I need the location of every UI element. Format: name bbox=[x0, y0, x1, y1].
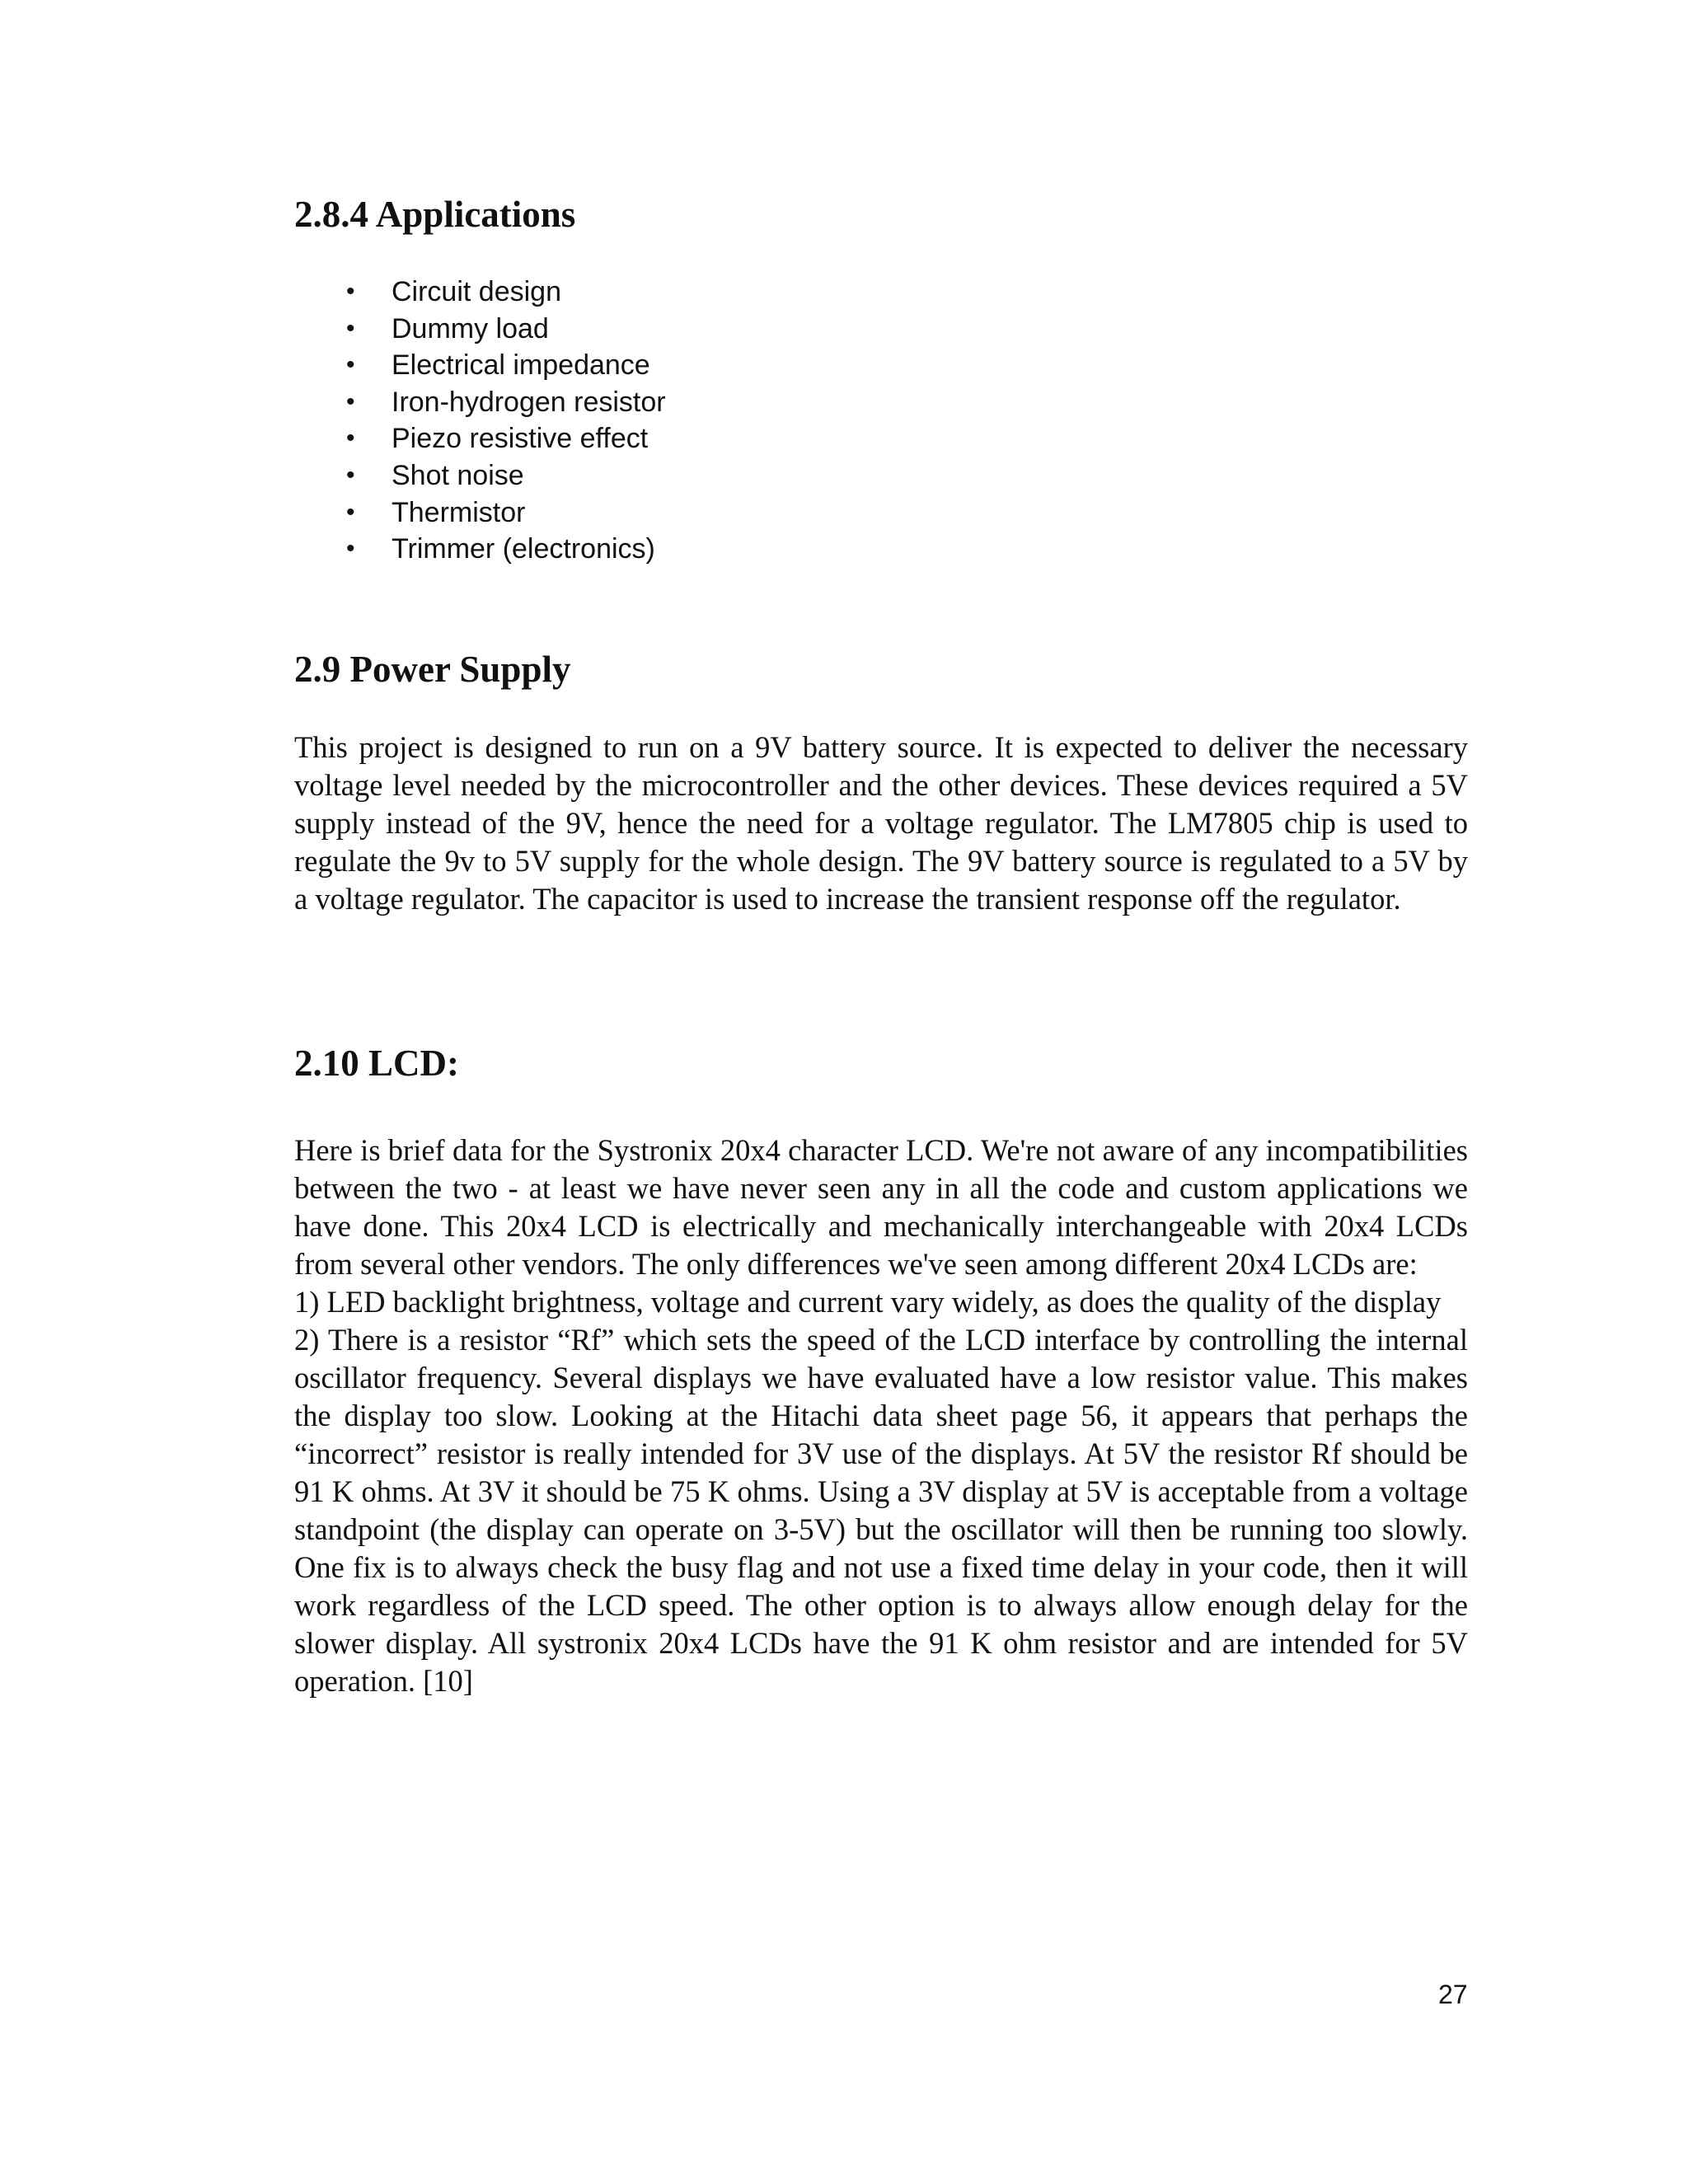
list-item: • Dummy load bbox=[346, 311, 666, 348]
list-item: • Trimmer (electronics) bbox=[346, 531, 666, 568]
page-number: 27 bbox=[1438, 1980, 1468, 2009]
lcd-point-1: 1) LED backlight brightness, voltage and current vary widely, as does the quality of the display bbox=[294, 1285, 1442, 1319]
lcd-point-2: 2) There is a resistor “Rf” which sets the speed of the LCD interface by controlling the internal oscillator frequency. Several displays we have evaluated have a low resistor value. This makes the display too slow. Looking at the Hitachi data sheet page 56, it appears that perhaps the “incorrect” resistor is really intended for 3V use of the displays. At 5V the resistor Rf should be 91 K ohms. At 3V it should be 75 K ohms. Using a 3V display at 5V is acceptable from a voltage standpoint (the display can operate on 3-5V) but the oscillator will then be running too slowly. One fix is to always check the busy flag and not use a fixed time delay in your code, then it will work regardless of the LCD speed. The other option is to always allow enough delay for the slower display. All systronix 20x4 LCDs have the 91 K ohm resistor and are intended for 5V operation. [10] bbox=[294, 1323, 1468, 1698]
list-item: • Thermistor bbox=[346, 494, 666, 532]
section-heading-power-supply: 2.9 Power Supply bbox=[294, 649, 571, 690]
applications-list bbox=[346, 274, 666, 568]
power-supply-paragraph: This project is designed to run on a 9V battery source. It is expected to deliver the necessary voltage level needed by the microcontroller and the other devices. These devices required a 5V supply instead of the 9V, hence the need for a voltage regulator. The LM7805 chip is used to regulate the 9v to 5V supply for the whole design. The 9V battery source is regulated to a 5V by a voltage regulator. The capacitor is used to increase the transient response off the regulator. bbox=[294, 730, 1468, 916]
list-item: • Circuit design bbox=[346, 274, 666, 311]
lcd-intro-paragraph: Here is brief data for the Systronix 20x4 character LCD. We're not aware of any incompatibilities between the two - at least we have never seen any in all the code and custom applications we have done. This 20x4 LCD is electrically and mechanically interchangeable with 20x4 LCDs from several other vendors. The only differences we've seen among different 20x4 LCDs are: bbox=[294, 1133, 1468, 1281]
section-heading-applications: 2.8.4 Applications bbox=[294, 194, 576, 235]
section-heading-lcd: 2.10 LCD: bbox=[294, 1043, 459, 1084]
list-item: • Iron-hydrogen resistor bbox=[346, 384, 666, 421]
list-item: • Piezo resistive effect bbox=[346, 420, 666, 457]
list-item: • Electrical impedance bbox=[346, 347, 666, 384]
lcd-body bbox=[294, 1132, 1468, 1700]
list-item: • Shot noise bbox=[346, 457, 666, 494]
